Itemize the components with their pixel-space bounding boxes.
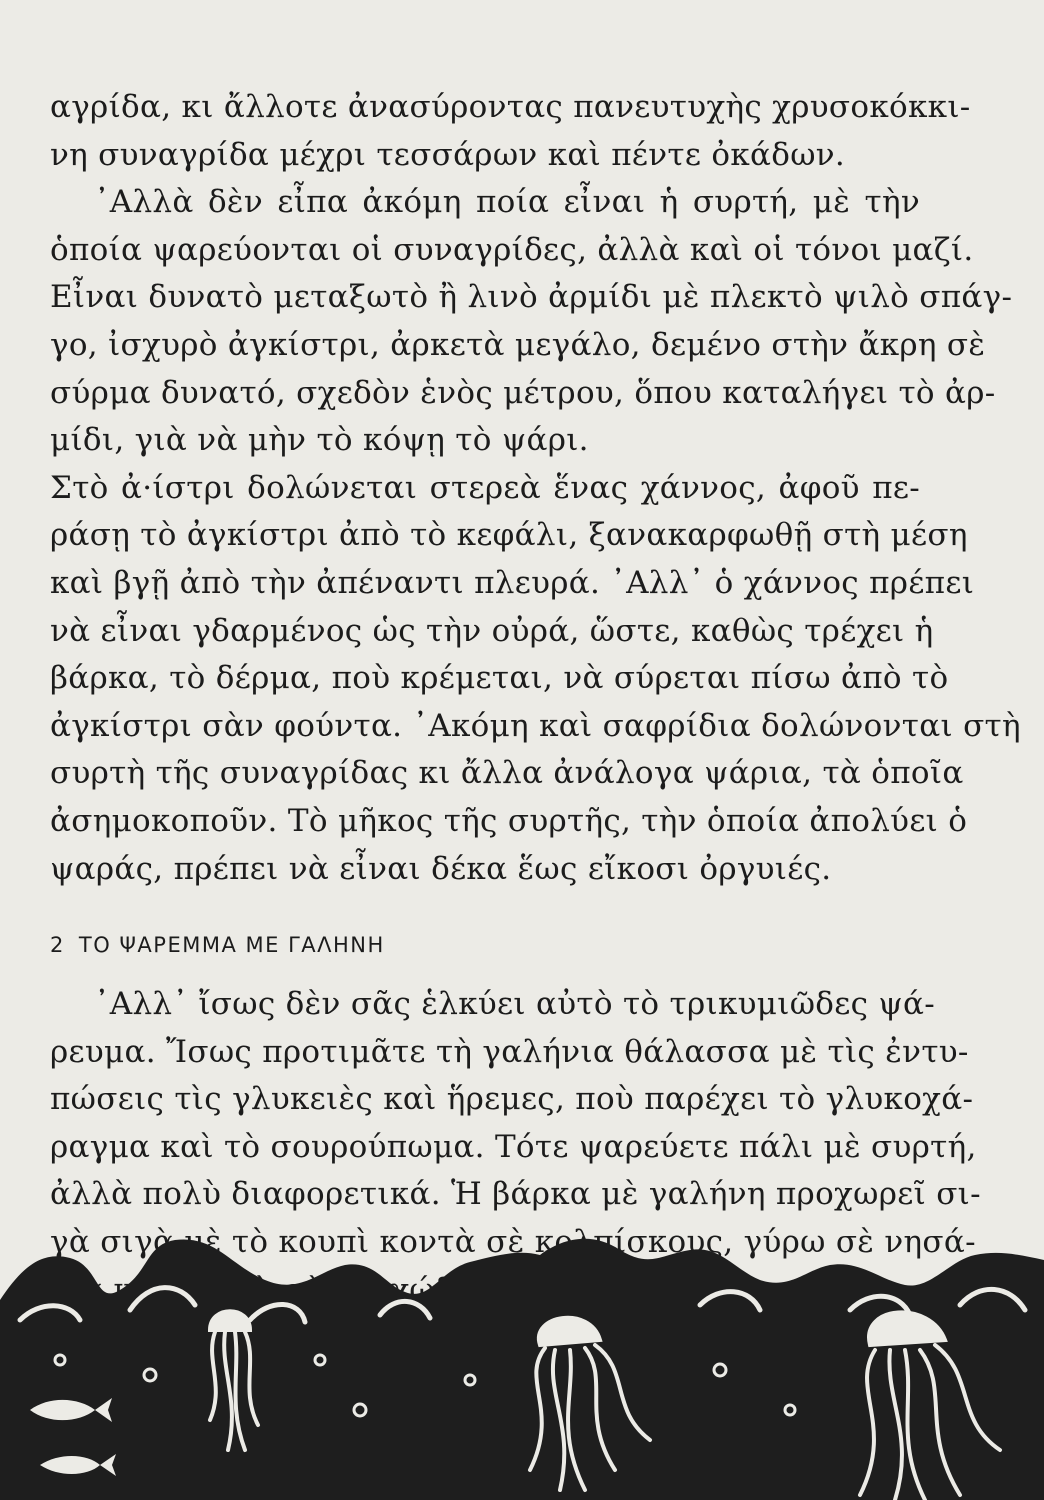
text-line: ράσῃ τὸ ἀγκίστρι ἀπὸ τὸ κεφάλι, ξανακαρφωθῇ στὴ μέση bbox=[50, 517, 968, 554]
text-line: ὁποία ψαρεύονται οἱ συναγρίδες, ἀλλὰ καὶ οἱ τόνοι μαζί. bbox=[50, 231, 974, 268]
text-line: βάρκα, τὸ δέρμα, ποὺ κρέμεται, νὰ σύρεται πίσω ἀπὸ τὸ bbox=[50, 660, 949, 697]
page-text bbox=[50, 84, 1021, 1314]
text-line: συρτὴ τῆς συναγρίδας κι ἄλλα ἀνάλογα ψάρια, τὰ ὁποῖα bbox=[50, 755, 964, 792]
paragraph-2 bbox=[50, 179, 1021, 893]
text-line: ἀγκίστρι σὰν φούντα. ᾿Ακόμη καὶ σαφρίδια δολώνονται στὴ bbox=[50, 707, 1021, 744]
section-heading bbox=[50, 915, 920, 975]
sea-illustration bbox=[0, 1210, 1044, 1500]
text-line: ἀσημοκοποῦν. Τὸ μῆκος τῆς συρτῆς, τὴν ὁποία ἀπολύει ὁ bbox=[50, 802, 968, 839]
text-line: ᾿Αλλ᾿ ἴσως δὲν σᾶς ἑλκύει αὐτὸ τὸ τρικυμιῶδες ψά- bbox=[94, 986, 936, 1023]
text-line: μίδι, γιὰ νὰ μὴν τὸ κόψῃ τὸ ψάρι. bbox=[50, 422, 589, 459]
text-line: γὰ σιγὰ μὲ τὸ κουπὶ κοντὰ σὲ κολπίσκους, γύρω σὲ νησά- bbox=[50, 1224, 976, 1261]
text-line: ρευμα. Ἴσως προτιμᾶτε τὴ γαλήνια θάλασσα μὲ τὶς ἐντυ- bbox=[50, 1033, 969, 1070]
text-line: ᾿Αλλὰ δὲν εἶπα ἀκόμη ποία εἶναι ἡ συρτή, μὲ τὴν bbox=[94, 184, 920, 221]
text-line: νη συναγρίδα μέχρι τεσσάρων καὶ πέντε ὀκάδων. bbox=[50, 136, 846, 173]
text-line: Στὸ ἀ·ίστρι δολώνεται στερεὰ ἕνας χάννος, ἀφοῦ πε- bbox=[50, 469, 920, 506]
text-line: νὰ εἶναι γδαρμένος ὡς τὴν οὐρά, ὥστε, καθὼς τρέχει ἡ bbox=[50, 612, 934, 649]
text-line: σύρμα δυνατό, σχεδὸν ἑνὸς μέτρου, ὅπου καταλήγει τὸ ἀρ- bbox=[50, 374, 996, 411]
paragraph-1 bbox=[50, 84, 971, 179]
text-line: ραγμα καὶ τὸ σουρούπωμα. Τότε ψαρεύετε πάλι μὲ συρτή, bbox=[50, 1128, 977, 1165]
section-title: ΤΟ ΨΑΡΕΜΜΑ ΜΕ ΓΑΛΗΝΗ bbox=[78, 933, 385, 958]
text-line: Εἶναι δυνατὸ μεταξωτὸ ἢ λινὸ ἀρμίδι μὲ πλεκτὸ ψιλὸ σπάγ- bbox=[50, 279, 1013, 316]
text-line: πώσεις τὶς γλυκειὲς καὶ ἥρεμες, ποὺ παρέχει τὸ γλυκοχά- bbox=[50, 1081, 974, 1118]
text-line: καὶ βγῇ ἀπὸ τὴν ἀπέναντι πλευρά. ᾿Αλλ᾿ ὁ χάννος πρέπει bbox=[50, 564, 975, 601]
section-number: 2 bbox=[50, 933, 65, 958]
sea-waves bbox=[0, 1239, 1044, 1500]
text-line: ψαράς, πρέπει νὰ εἶναι δέκα ἕως εἴκοσι ὀργυιές. bbox=[50, 850, 832, 887]
text-line: γο, ἰσχυρὸ ἀγκίστρι, ἀρκετὰ μεγάλο, δεμένο στὴν ἄκρη σὲ bbox=[50, 326, 986, 363]
text-line: ἀλλὰ πολὺ διαφορετικά. Ἡ βάρκα μὲ γαλήνη προχωρεῖ σι- bbox=[50, 1176, 981, 1213]
text-line: αγρίδα, κι ἄλλοτε ἀνασύροντας πανευτυχὴς χρυσοκόκκι- bbox=[50, 89, 971, 125]
